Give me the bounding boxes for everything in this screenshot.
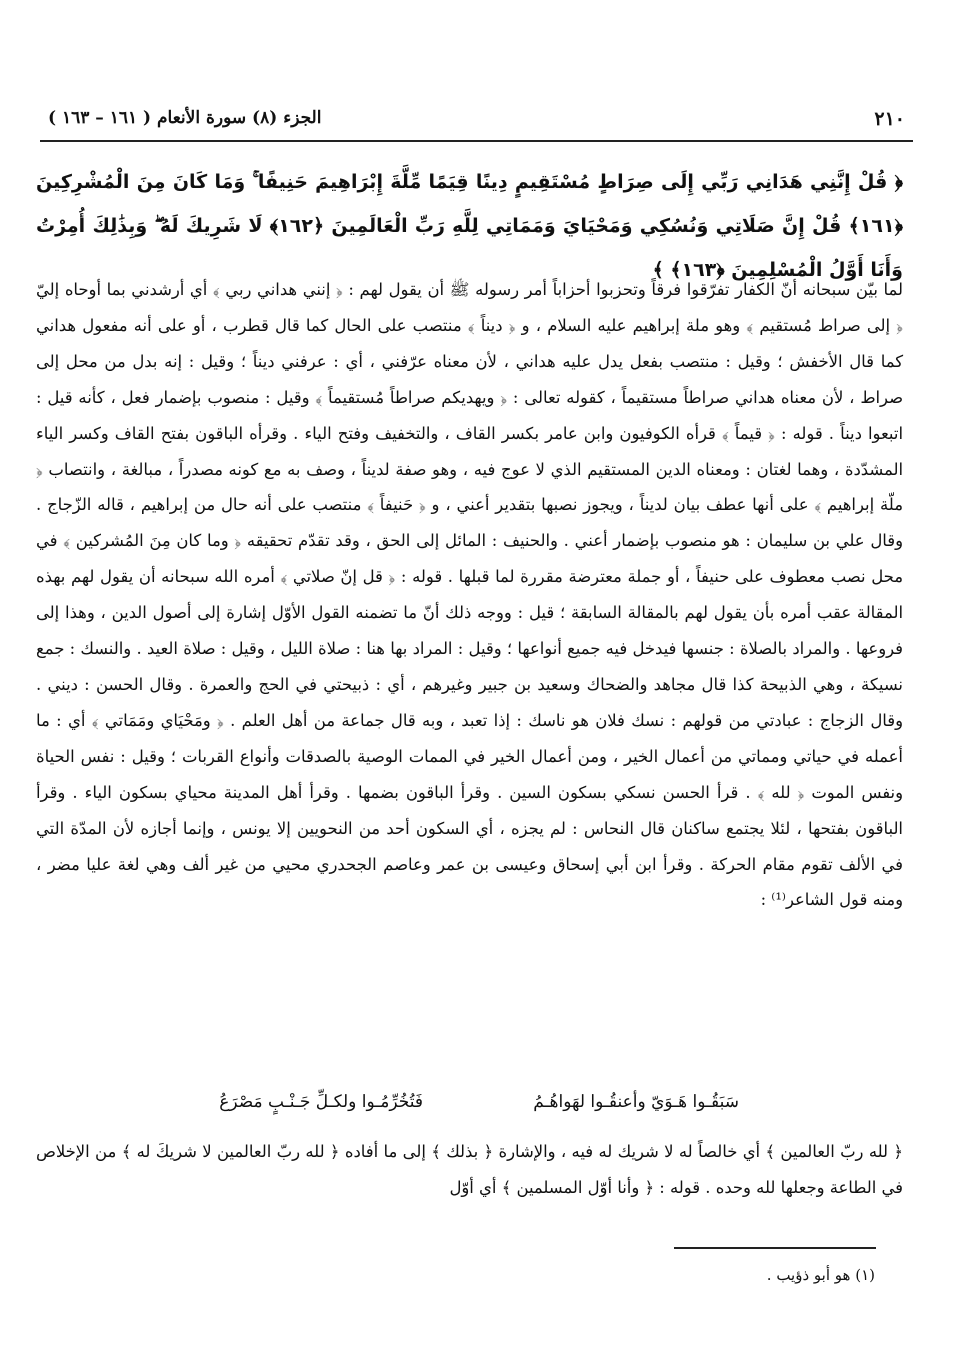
- running-title: الجزء (٨) سورة الأنعام ( ١٦١ – ١٦٣ ): [48, 108, 322, 128]
- footnote: (١) هو أبو ذؤيب .: [766, 1266, 875, 1284]
- commentary-paragraph: ﴿ لله ربّ العالمين ﴾ أي خالصاً له لا شريك له فيه ، والإشارة ﴿ بذلك ﴾ إلى ما أفاده ﴿ لله ربّ العالمين لا شريكَ له ﴾ من الإخلاص في الطاعة وجعلها لله وحده . قوله : ﴿ وأنا أوّل المسلمين ﴾ أي أوّل: [36, 1142, 903, 1197]
- page-number: ٢١٠: [874, 108, 905, 130]
- poem-second-hemistich: فَتُخُرِّمُـوا ولكـلِّ جَـنْـبٍ مَصْرَعُ: [219, 1092, 423, 1112]
- footnote-divider: [674, 1247, 876, 1249]
- poem-verse: [36, 1092, 903, 1128]
- commentary-paragraph: لما بيّن سبحانه أنّ الكفار تفرّقوا فرقاً وتحزبوا أحزاباً أمر رسوله ﷺ أن يقول لهم : ﴿ إنني هداني ربي ﴾ أي أرشدني بما أوحاه إليّ ﴿ إلى صراط مُستقيم ﴾ وهو ملة إبراهيم عليه السلام ، و ﴿ ديناً ﴾ منتصب على الحال كما قال قطرب ، أو على أنه مفعول هداني كما قال الأخفش ؛ وقيل : منتصب بفعل يدل عليه هداني ، لأن معناه عرّفني ، أي : عرفني ديناً ؛ وقيل : إنه بدل من محل إلى صراط ، لأن معناه هداني صراطاً مستقيماً ، كقوله تعالى : ﴿ ويهديكم صراطاً مُستقيماً ﴾ وقيل : منصوب بإضمار فعل ، كأنه قيل : اتبعوا ديناً . قوله : ﴿ قيماً ﴾ قرأه الكوفيون وابن عامر بكسر القاف ، والتخفيف وفتح الياء . وقرأه الباقون بفتح القاف وكسر الياء المشدّدة ، وهما لغتان : ومعناه الدين المستقيم الذي لا عوج فيه ، وهو صفة لديناً ، وصف به مع كونه مصدراً ، مبالغة ، وانتصاب ﴿ ملّة إبراهيم ﴾ على أنها عطف بيان لديناً ، ويجوز نصبها بتقدير أعني ، و ﴿ حَنيفاً ﴾ منتصب على أنه حال من إبراهيم ، قاله الزّجاج . وقال علي بن سليمان : هو منصوب بإضمار أعني . والحنيف : المائل إلى الحق ، وقد تقدّم تحقيقه ﴿ وما كان مِنَ المُشركين ﴾ في محل نصب معطوف على حنيفاً ، أو جملة معترضة مقررة لما قبلها . قوله : ﴿ قل إنّ صلاتي ﴾ أمره الله سبحانه أن يقول لهم بهذه المقالة عقب أمره بأن يقول لهم بالمقالة السابقة ؛ قيل : ووجه ذلك أنّ ما تضمنه القول الأوّل إشارة إلى أصول الدين ، وهذا إلى فروعها . والمراد بالصلاة : جنسها فيدخل فيه جميع أنواعها ؛ وقيل : المراد بها هنا : صلاة الليل ، وقيل : صلاة العيد . والنسك : جمع نسيكة ، وهي الذبيحة كذا قال مجاهد والضحاك وسعيد بن جبير وغيرهم ، أي : ذبيحتي في الحج والعمرة . وقال الحسن : ديني . وقال الزجاج : عبادتي من قولهم : نسك فلان هو ناسك : إذا تعبد ، وبه قال جماعة من أهل العلم . ﴿ ومَحْيَاي ومَمَاتي ﴾ أي : ما أعمله في حياتي ومماتي من أعمال الخير ، ومن أعمال الخير في الممات الوصية بالصدقات وأنواع القربات ؛ وقيل : نفس الحياة ونفس الموت ﴿ لله ﴾ . قرأ الحسن نسكي بسكون السين . وقرأ الباقون بضمها . وقرأ أهل المدينة محياي بسكون الياء . وقرأ الباقون بفتحها ، لئلا يجتمع ساكنان قال النحاس : لم يجزه ، أي السكون أحد من النحويين إلا يونس ، وإنما أجازه لأن المدّة التي في الألف تقوم مقام الحركة . وقرأ ابن أبي إسحاق وعيسى بن عمر وعاصم الجحدري محيي من غير ألف وهي لغة عليا مضر ، ومنه قول الشاعر⁽¹⁾ :: [36, 280, 903, 910]
- commentary-body: [36, 272, 903, 1062]
- quran-verse: ﴿ قُلْ إِنَّنِي هَدَانِي رَبِّي إِلَى صِرَاطٍ مُسْتَقِيمٍ دِينًا قِيَمًا مِّلَّةَ إِبْرَاهِيمَ حَنِيفًا ۚ وَمَا كَانَ مِنَ الْمُشْرِكِينَ ﴿١٦١﴾ قُلْ إِنَّ صَلَاتِي وَنُسُكِي وَمَحْيَايَ وَمَمَاتِي لِلَّهِ رَبِّ الْعَالَمِينَ ﴿١٦٢﴾ لَا شَرِيكَ لَهُ ۖ وَبِذَٰلِكَ أُمِرْتُ وَأَنَا أَوَّلُ الْمُسْلِمِينَ ﴿١٦٣﴾ ﴾: [36, 171, 903, 281]
- poem-first-hemistich: سَبَقُـوا هَـوَيّ وأعنقُـوا لهَواهُـمُ: [533, 1092, 739, 1112]
- commentary-continuation: [36, 1134, 903, 1214]
- page-header: [40, 108, 913, 142]
